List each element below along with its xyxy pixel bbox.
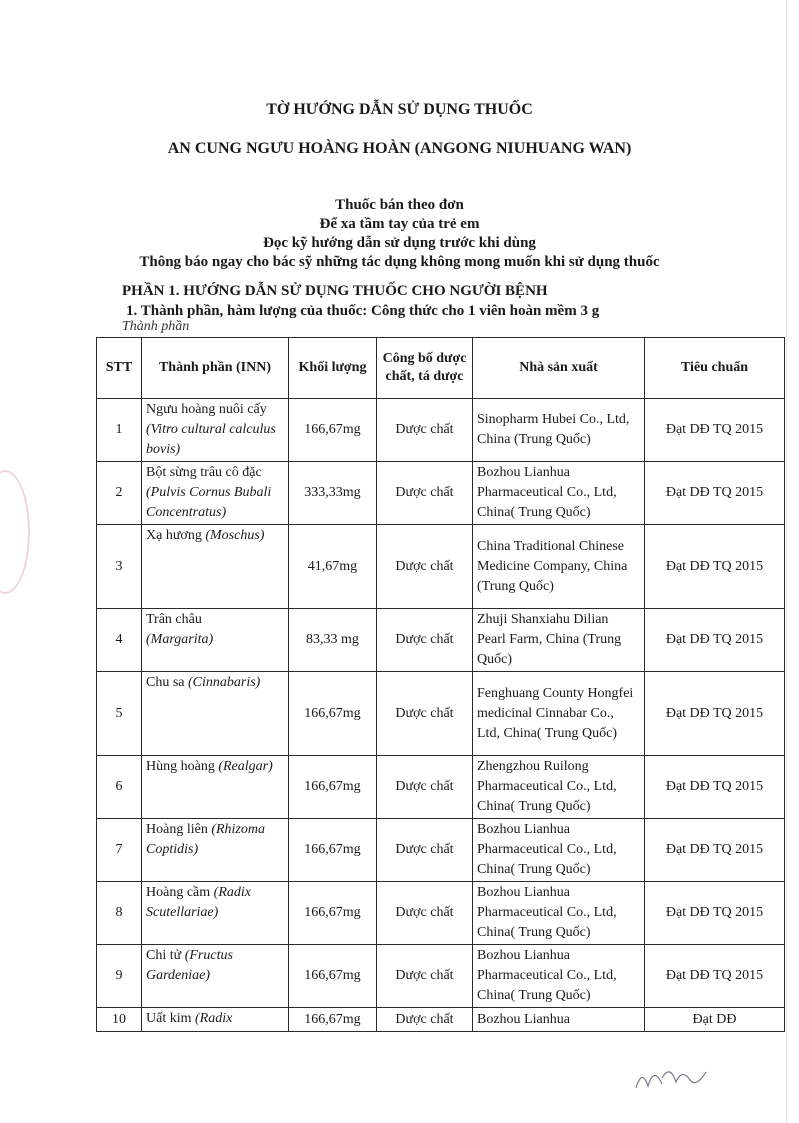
table-row	[97, 672, 785, 756]
cell-ingredient	[142, 672, 289, 756]
cell-type: Dược chất	[377, 672, 473, 756]
cell-standard: Đạt DĐ TQ 2015	[645, 462, 785, 525]
cell-stt: 4	[97, 609, 142, 672]
table-row	[97, 609, 785, 672]
cell-type: Dược chất	[377, 399, 473, 462]
ingredient-latin: (Pulvis Cornus Bubali Concentratus)	[146, 485, 272, 520]
ingredient-latin: (Realgar)	[218, 759, 273, 774]
cell-manufacturer: Bozhou Lianhua Pharmaceutical Co., Ltd, China( Trung Quốc)	[473, 819, 645, 882]
ingredients-table	[96, 337, 785, 1032]
table-row	[97, 1008, 785, 1032]
cell-mass: 166,67mg	[289, 945, 377, 1008]
header-stt: STT	[97, 338, 142, 399]
cell-mass: 166,67mg	[289, 399, 377, 462]
ingredient-name: Hùng hoàng	[146, 759, 215, 774]
cell-mass: 166,67mg	[289, 819, 377, 882]
cell-stt: 2	[97, 462, 142, 525]
cell-type: Dược chất	[377, 945, 473, 1008]
ingredient-name: Bột sừng trâu cô đặc	[146, 465, 262, 480]
table-row	[97, 525, 785, 609]
scan-edge-line	[786, 0, 787, 1123]
ingredient-name: Uất kim	[146, 1011, 192, 1026]
ingredient-latin: (Fructus Gardeniae)	[146, 948, 233, 983]
cell-mass: 83,33 mg	[289, 609, 377, 672]
cell-stt: 6	[97, 756, 142, 819]
cell-ingredient	[142, 399, 289, 462]
cell-type: Dược chất	[377, 819, 473, 882]
notice-read-instructions: Đọc kỹ hướng dẫn sử dụng trước khi dùng	[263, 235, 536, 251]
product-name: AN CUNG NGƯU HOÀNG HOÀN (ANGONG NIUHUANG WAN)	[167, 140, 632, 157]
ingredient-name: Chu sa	[146, 675, 185, 690]
cell-type: Dược chất	[377, 462, 473, 525]
cell-stt: 3	[97, 525, 142, 609]
ingredient-name: Xạ hương	[146, 528, 202, 543]
cell-ingredient	[142, 525, 289, 609]
cell-stt: 5	[97, 672, 142, 756]
cell-ingredient	[142, 609, 289, 672]
ingredient-name: Hoàng liên	[146, 822, 208, 837]
cell-manufacturer: Zhengzhou Ruilong Pharmaceutical Co., Ltd, China( Trung Quốc)	[473, 756, 645, 819]
header-mass: Khối lượng	[289, 338, 377, 399]
stamp-mark	[0, 470, 30, 594]
cell-type: Dược chất	[377, 609, 473, 672]
section-heading: 1. Thành phần, hàm lượng của thuốc: Công thức cho 1 viên hoàn mềm 3 g	[126, 303, 600, 319]
ingredient-name: Ngưu hoàng nuôi cấy	[146, 402, 267, 417]
cell-ingredient	[142, 462, 289, 525]
cell-ingredient	[142, 882, 289, 945]
cell-mass: 166,67mg	[289, 756, 377, 819]
table-row	[97, 819, 785, 882]
ingredient-latin: (Rhizoma Coptidis)	[146, 822, 265, 857]
cell-stt: 7	[97, 819, 142, 882]
signature-mark	[632, 1058, 712, 1098]
sub-heading: Thành phần	[122, 319, 190, 334]
cell-manufacturer: China Traditional Chinese Medicine Company, China (Trung Quốc)	[473, 525, 645, 609]
cell-type: Dược chất	[377, 1008, 473, 1032]
cell-standard: Đạt DĐ TQ 2015	[645, 882, 785, 945]
cell-manufacturer: Bozhou Lianhua Pharmaceutical Co., Ltd, China( Trung Quốc)	[473, 882, 645, 945]
ingredient-latin: (Moschus)	[205, 528, 265, 543]
cell-manufacturer: Sinopharm Hubei Co., Ltd, China (Trung Quốc)	[473, 399, 645, 462]
table-row	[97, 945, 785, 1008]
cell-standard: Đạt DĐ TQ 2015	[645, 945, 785, 1008]
cell-manufacturer: Bozhou Lianhua	[473, 1008, 645, 1032]
cell-standard: Đạt DĐ	[645, 1008, 785, 1032]
cell-standard: Đạt DĐ TQ 2015	[645, 609, 785, 672]
cell-type: Dược chất	[377, 525, 473, 609]
header-ingredient: Thành phần (INN)	[142, 338, 289, 399]
header-standard: Tiêu chuẩn	[645, 338, 785, 399]
cell-stt: 9	[97, 945, 142, 1008]
ingredient-name: Chi tử	[146, 948, 182, 963]
cell-stt: 10	[97, 1008, 142, 1032]
ingredient-name: Hoàng cầm	[146, 885, 211, 900]
cell-stt: 8	[97, 882, 142, 945]
notice-prescription: Thuốc bán theo đơn	[335, 197, 464, 213]
cell-standard: Đạt DĐ TQ 2015	[645, 399, 785, 462]
cell-ingredient	[142, 819, 289, 882]
table-row	[97, 462, 785, 525]
ingredient-latin: (Margarita)	[146, 632, 214, 647]
cell-manufacturer: Fenghuang County Hongfei medicinal Cinnabar Co., Ltd, China( Trung Quốc)	[473, 672, 645, 756]
cell-mass: 166,67mg	[289, 672, 377, 756]
table-header-row	[97, 338, 785, 399]
cell-type: Dược chất	[377, 882, 473, 945]
table-row	[97, 399, 785, 462]
notice-side-effects: Thông báo ngay cho bác sỹ những tác dụng không mong muốn khi sử dụng thuốc	[139, 254, 660, 270]
cell-manufacturer: Bozhou Lianhua Pharmaceutical Co., Ltd, China( Trung Quốc)	[473, 945, 645, 1008]
part-heading: PHẦN 1. HƯỚNG DẪN SỬ DỤNG THUỐC CHO NGƯỜI BỆNH	[122, 283, 548, 299]
document-title: TỜ HƯỚNG DẪN SỬ DỤNG THUỐC	[266, 101, 533, 118]
warning-notices	[0, 196, 799, 272]
cell-manufacturer: Bozhou Lianhua Pharmaceutical Co., Ltd, China( Trung Quốc)	[473, 462, 645, 525]
notice-children: Để xa tầm tay của trẻ em	[319, 216, 480, 232]
cell-ingredient	[142, 756, 289, 819]
ingredient-latin: (Radix Scutellariae)	[146, 885, 251, 920]
cell-type: Dược chất	[377, 756, 473, 819]
cell-mass: 166,67mg	[289, 882, 377, 945]
ingredient-latin: (Cinnabaris)	[188, 675, 261, 690]
ingredient-latin: (Vitro cultural calculus bovis)	[146, 422, 276, 457]
cell-mass: 333,33mg	[289, 462, 377, 525]
cell-manufacturer: Zhuji Shanxiahu Dilian Pearl Farm, China (Trung Quốc)	[473, 609, 645, 672]
cell-mass: 41,67mg	[289, 525, 377, 609]
header-type: Công bố dược chất, tá dược	[377, 338, 473, 399]
header-manufacturer: Nhà sản xuất	[473, 338, 645, 399]
ingredient-name: Trân châu	[146, 612, 202, 627]
cell-stt: 1	[97, 399, 142, 462]
ingredient-latin: (Radix	[195, 1011, 233, 1026]
cell-mass: 166,67mg	[289, 1008, 377, 1032]
cell-ingredient	[142, 1008, 289, 1032]
table-row	[97, 882, 785, 945]
cell-ingredient	[142, 945, 289, 1008]
table-row	[97, 756, 785, 819]
cell-standard: Đạt DĐ TQ 2015	[645, 756, 785, 819]
cell-standard: Đạt DĐ TQ 2015	[645, 672, 785, 756]
cell-standard: Đạt DĐ TQ 2015	[645, 819, 785, 882]
cell-standard: Đạt DĐ TQ 2015	[645, 525, 785, 609]
